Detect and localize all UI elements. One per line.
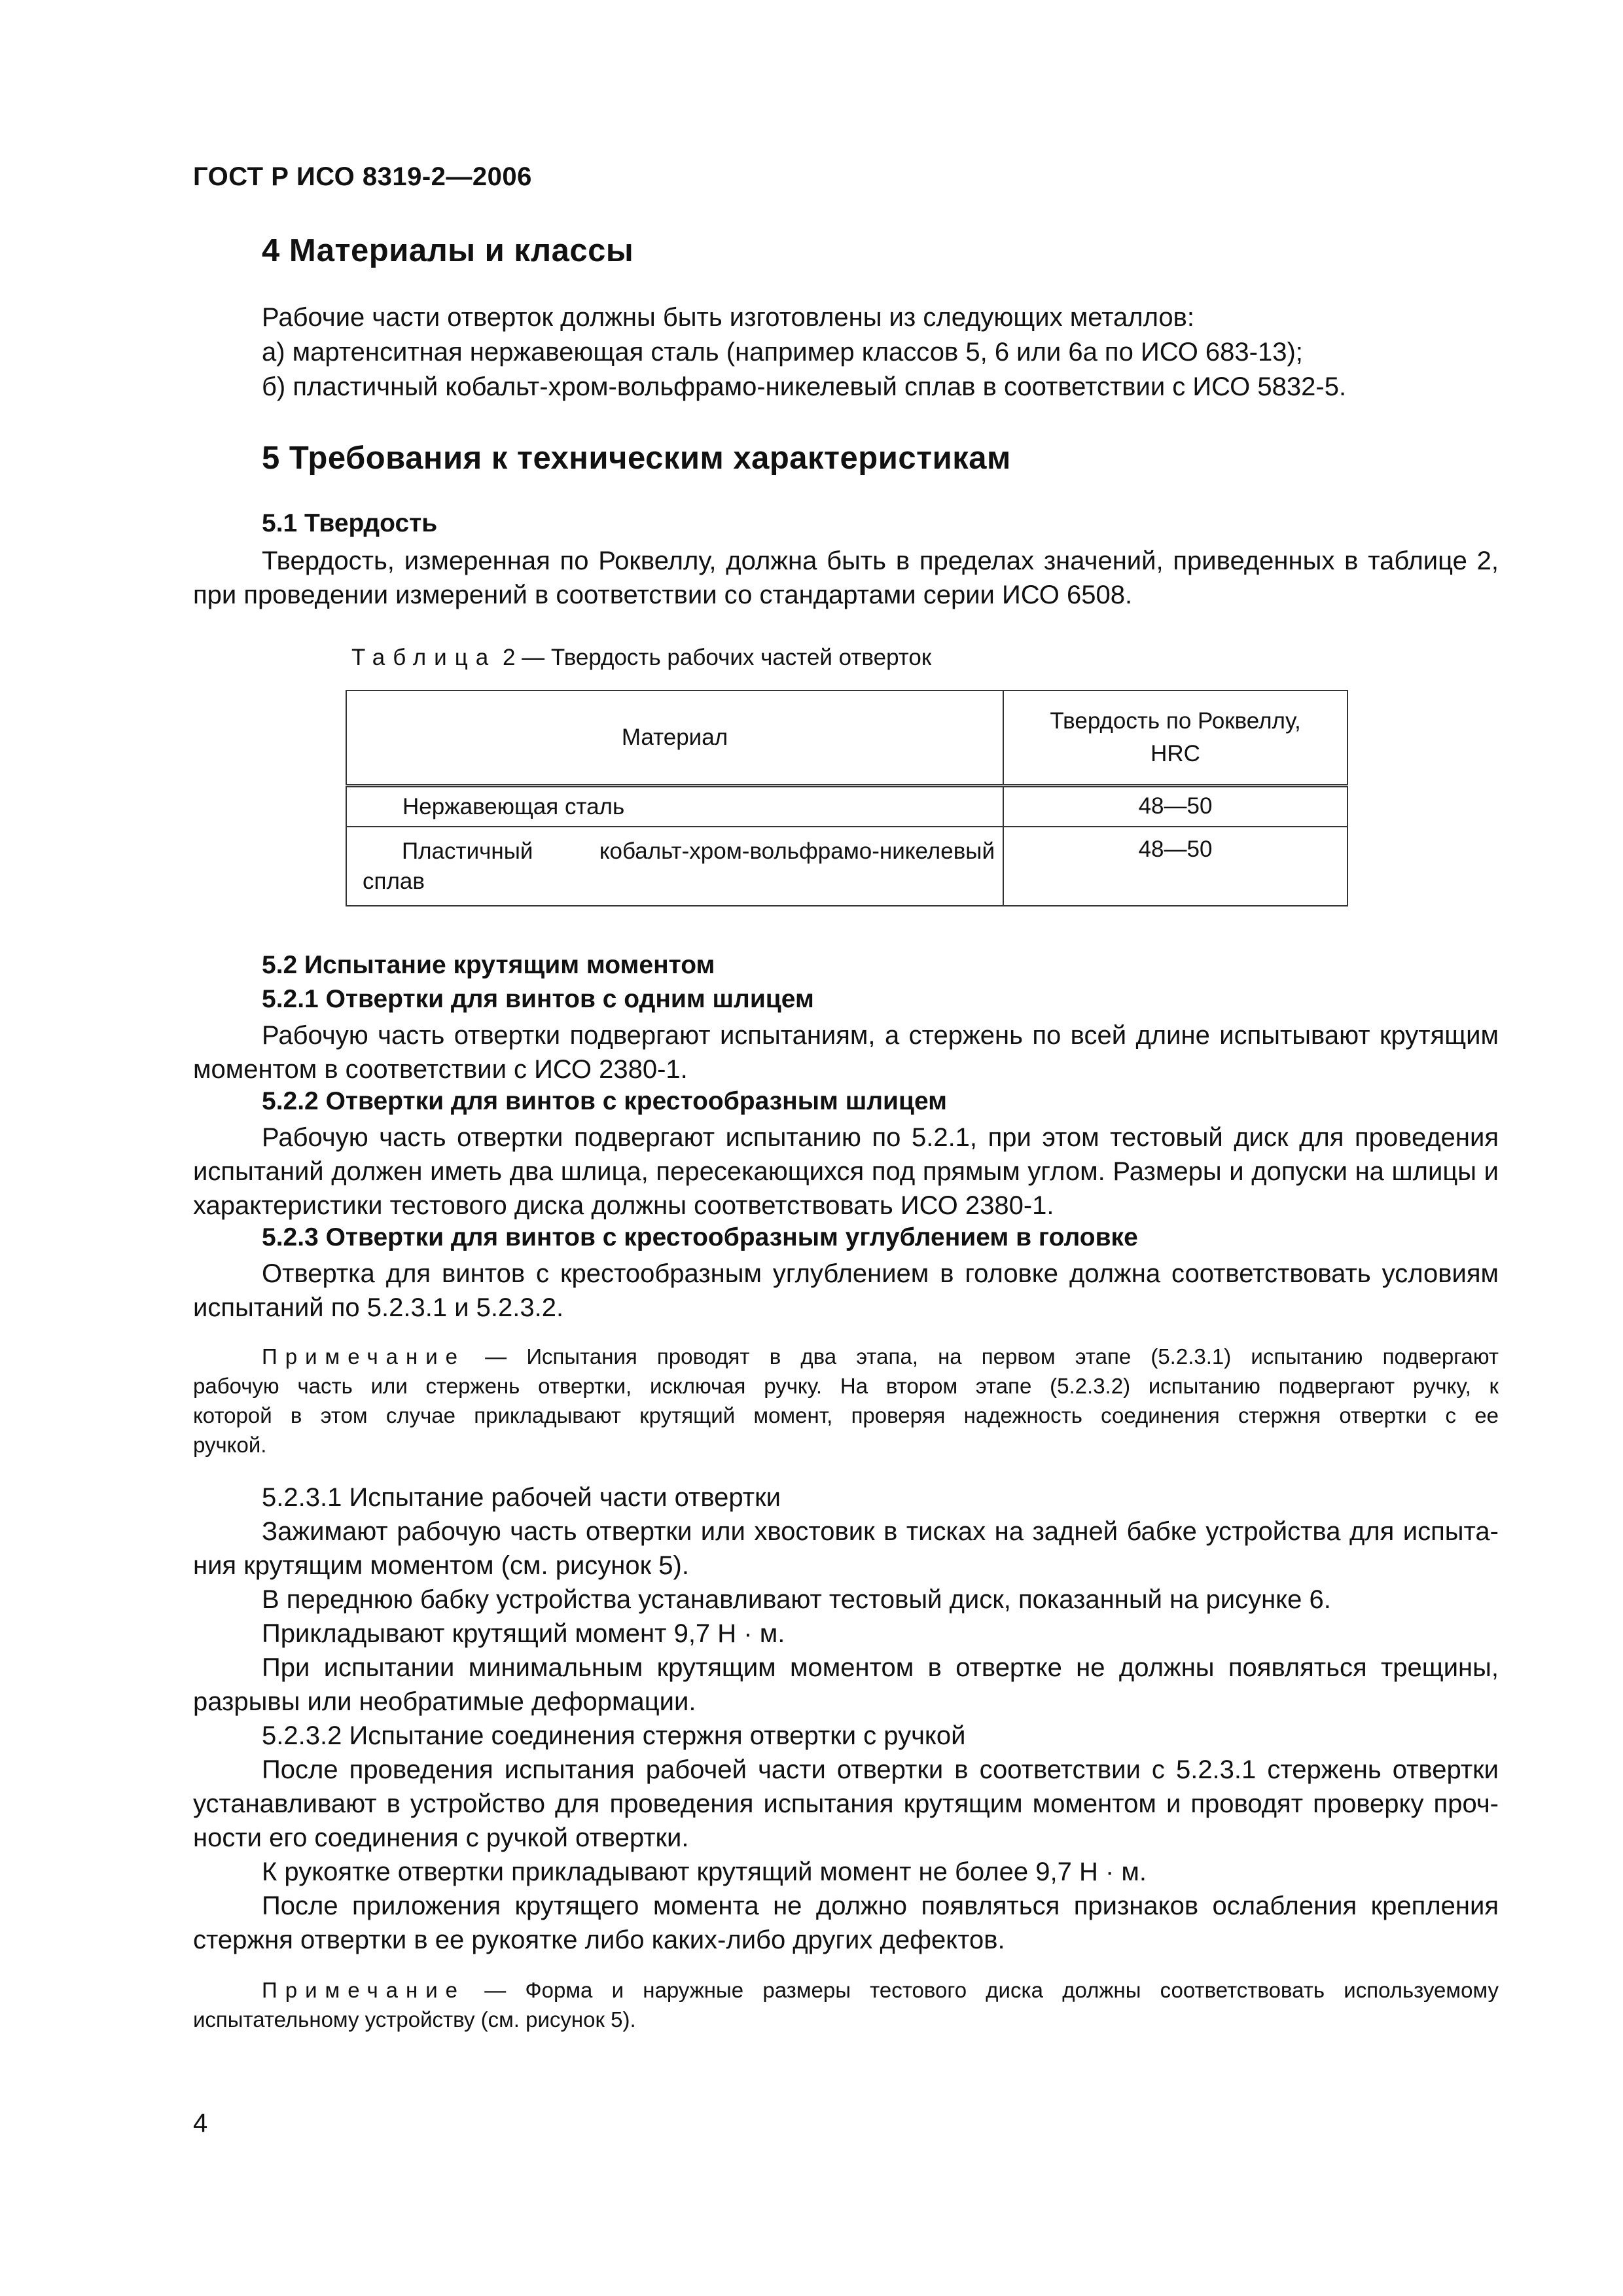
note-5-2-3-2-text-1: — Форма и наружные размеры тестового диска должны соответствовать используемому (465, 1978, 1499, 2002)
table-header-hardness-line-1: Твердость по Роквеллу, (1050, 708, 1301, 734)
section-5-2-2-line-2: испытаний должен иметь два шлица, пересекающихся под прямым углом. Размеры и допуски на шлицы и (193, 1157, 1499, 1186)
table-cell-material-line-1: Пластичный кобальт-хром-вольфрамо-никелевый (402, 838, 995, 864)
table-header-hardness (1003, 691, 1347, 786)
section-5-2-3-title: 5.2.3 Отвертки для винтов с крестообразным углублением в головке (262, 1223, 1138, 1251)
table-cell-value: 48—50 (1003, 827, 1347, 906)
section-5-2-3-2-p3-line-2: стержня отвертки в ее рукоятке либо каких-либо других дефектов. (193, 1926, 1005, 1954)
section-4-item-a: а) мартенситная нержавеющая сталь (например классов 5, 6 или 6а по ИСО 683-13); (262, 338, 1303, 367)
section-5-2-2-title: 5.2.2 Отвертки для винтов с крестообразным шлицем (262, 1087, 947, 1115)
hardness-table (346, 690, 1348, 906)
note-5-2-3-2 (193, 1975, 1499, 2034)
section-5-2-3-1-title: 5.2.3.1 Испытание рабочей части отвертки (262, 1483, 781, 1512)
table-caption-text: 2 — Твердость рабочих частей отверток (496, 645, 932, 670)
section-5-1-line-2: при проведении измерений в соответствии со стандартами серии ИСО 6508. (193, 581, 1133, 609)
note-5-2-3 (193, 1342, 1499, 1460)
section-5-2-2-line-3: характеристики тестового диска должны соответствовать ИСО 2380-1. (193, 1191, 1054, 1220)
section-5-2-3-1-p4-line-2: разрывы или необратимые деформации. (193, 1687, 696, 1716)
note-5-2-3-line-4: ручкой. (193, 1433, 267, 1457)
section-5-2-title: 5.2 Испытание крутящим моментом (262, 951, 715, 979)
section-5-2-3-2-p1-line-1: После проведения испытания рабочей части отвертки в соответствии с 5.2.3.1 стержень отвертки (262, 1755, 1499, 1784)
table-caption (351, 645, 931, 671)
section-5-2-1-title: 5.2.1 Отвертки для винтов с одним шлицем (262, 985, 814, 1013)
section-5-1-title: 5.1 Твердость (262, 509, 438, 537)
note-5-2-3-2-line-2: испытательному устройству (см. рисунок 5). (193, 2007, 636, 2032)
section-5-2-3-1-p2: В переднюю бабку устройства устанавливают тестовый диск, показанный на рисунке 6. (262, 1585, 1331, 1614)
table-cell-material-line-2: сплав (363, 868, 425, 894)
table-header-row (346, 691, 1347, 786)
section-5-2-3-2-p1-line-2: устанавливают в устройство для проведения испытания крутящим моментом и проводят проверку проч- (193, 1789, 1499, 1818)
page-number: 4 (193, 2109, 208, 2138)
note-label: Примечание (262, 1978, 466, 2002)
section-5-2-3-2-p3-line-1: После приложения крутящего момента не должно появляться признаков ослабления крепления (262, 1892, 1499, 1920)
section-5-2-3-1-p4-line-1: При испытании минимальным крутящим моментом в отвертке не должны появляться трещины, (262, 1653, 1499, 1682)
section-5-1-line-1: Твердость, измеренная по Роквеллу, должна быть в пределах значений, приведенных в таблице 2, (262, 547, 1499, 575)
note-5-2-3-text-1: — Испытания проводят в два этапа, на первом этапе (5.2.3.1) испытанию подвергают (465, 1344, 1499, 1369)
note-5-2-3-line-2: рабочую часть или стержень отвертки, исключая ручку. На втором этапе (5.2.3.2) испытанию подвергают ручку, к (193, 1374, 1499, 1398)
table-header-hardness-line-2: HRC (1150, 741, 1200, 766)
table-header-material: Материал (346, 691, 1003, 786)
table-cell-value: 48—50 (1003, 786, 1347, 827)
note-5-2-3-2-line-1 (193, 1975, 1499, 2005)
table-cell-material (346, 827, 1003, 906)
section-5-2-1-line-2: моментом в соответствии с ИСО 2380-1. (193, 1055, 688, 1084)
section-5-title: 5 Требования к техническим характеристикам (262, 440, 1011, 476)
section-5-2-3-1-p1-line-1: Зажимают рабочую часть отвертки или хвостовик в тисках на задней бабке устройства для испыта- (262, 1517, 1499, 1546)
table-row (346, 827, 1347, 906)
section-5-2-2-line-1: Рабочую часть отвертки подвергают испытанию по 5.2.1, при этом тестовый диск для проведения (262, 1123, 1499, 1152)
section-5-2-3-1-p1-line-2: ния крутящим моментом (см. рисунок 5). (193, 1551, 689, 1580)
note-5-2-3-line-1 (193, 1342, 1499, 1371)
note-label: Примечание (262, 1344, 466, 1369)
section-5-2-3-line-1: Отвертка для винтов с крестообразным углублением в головке должна соответствовать условиям (262, 1259, 1499, 1288)
note-5-2-3-line-3: которой в этом случае прикладывают крутящий момент, проверяя надежность соединения стержня отвертки с ее (193, 1403, 1499, 1427)
table-caption-label: Таблица (351, 645, 497, 670)
section-4-item-b: б) пластичный кобальт-хром-вольфрамо-никелевый сплав в соответствии с ИСО 5832-5. (262, 372, 1347, 401)
section-4-title: 4 Материалы и классы (262, 233, 634, 268)
section-5-2-3-2-p1-line-3: ности его соединения с ручкой отвертки. (193, 1823, 689, 1852)
section-5-2-3-line-2: испытаний по 5.2.3.1 и 5.2.3.2. (193, 1293, 564, 1322)
section-4-intro: Рабочие части отверток должны быть изготовлены из следующих металлов: (262, 303, 1195, 332)
section-5-2-3-1-p3: Прикладывают крутящий момент 9,7 Н · м. (262, 1619, 785, 1648)
section-5-2-3-2-p2: К рукоятке отвертки прикладывают крутящий момент не более 9,7 Н · м. (262, 1857, 1147, 1886)
section-5-2-3-2-title: 5.2.3.2 Испытание соединения стержня отвертки с ручкой (262, 1721, 966, 1750)
table-cell-material: Нержавеющая сталь (346, 786, 1003, 827)
table-row (346, 786, 1347, 827)
section-5-2-1-line-1: Рабочую часть отвертки подвергают испытаниям, а стержень по всей длине испытывают крутящим (262, 1021, 1499, 1050)
document-header: ГОСТ Р ИСО 8319-2—2006 (193, 162, 532, 191)
